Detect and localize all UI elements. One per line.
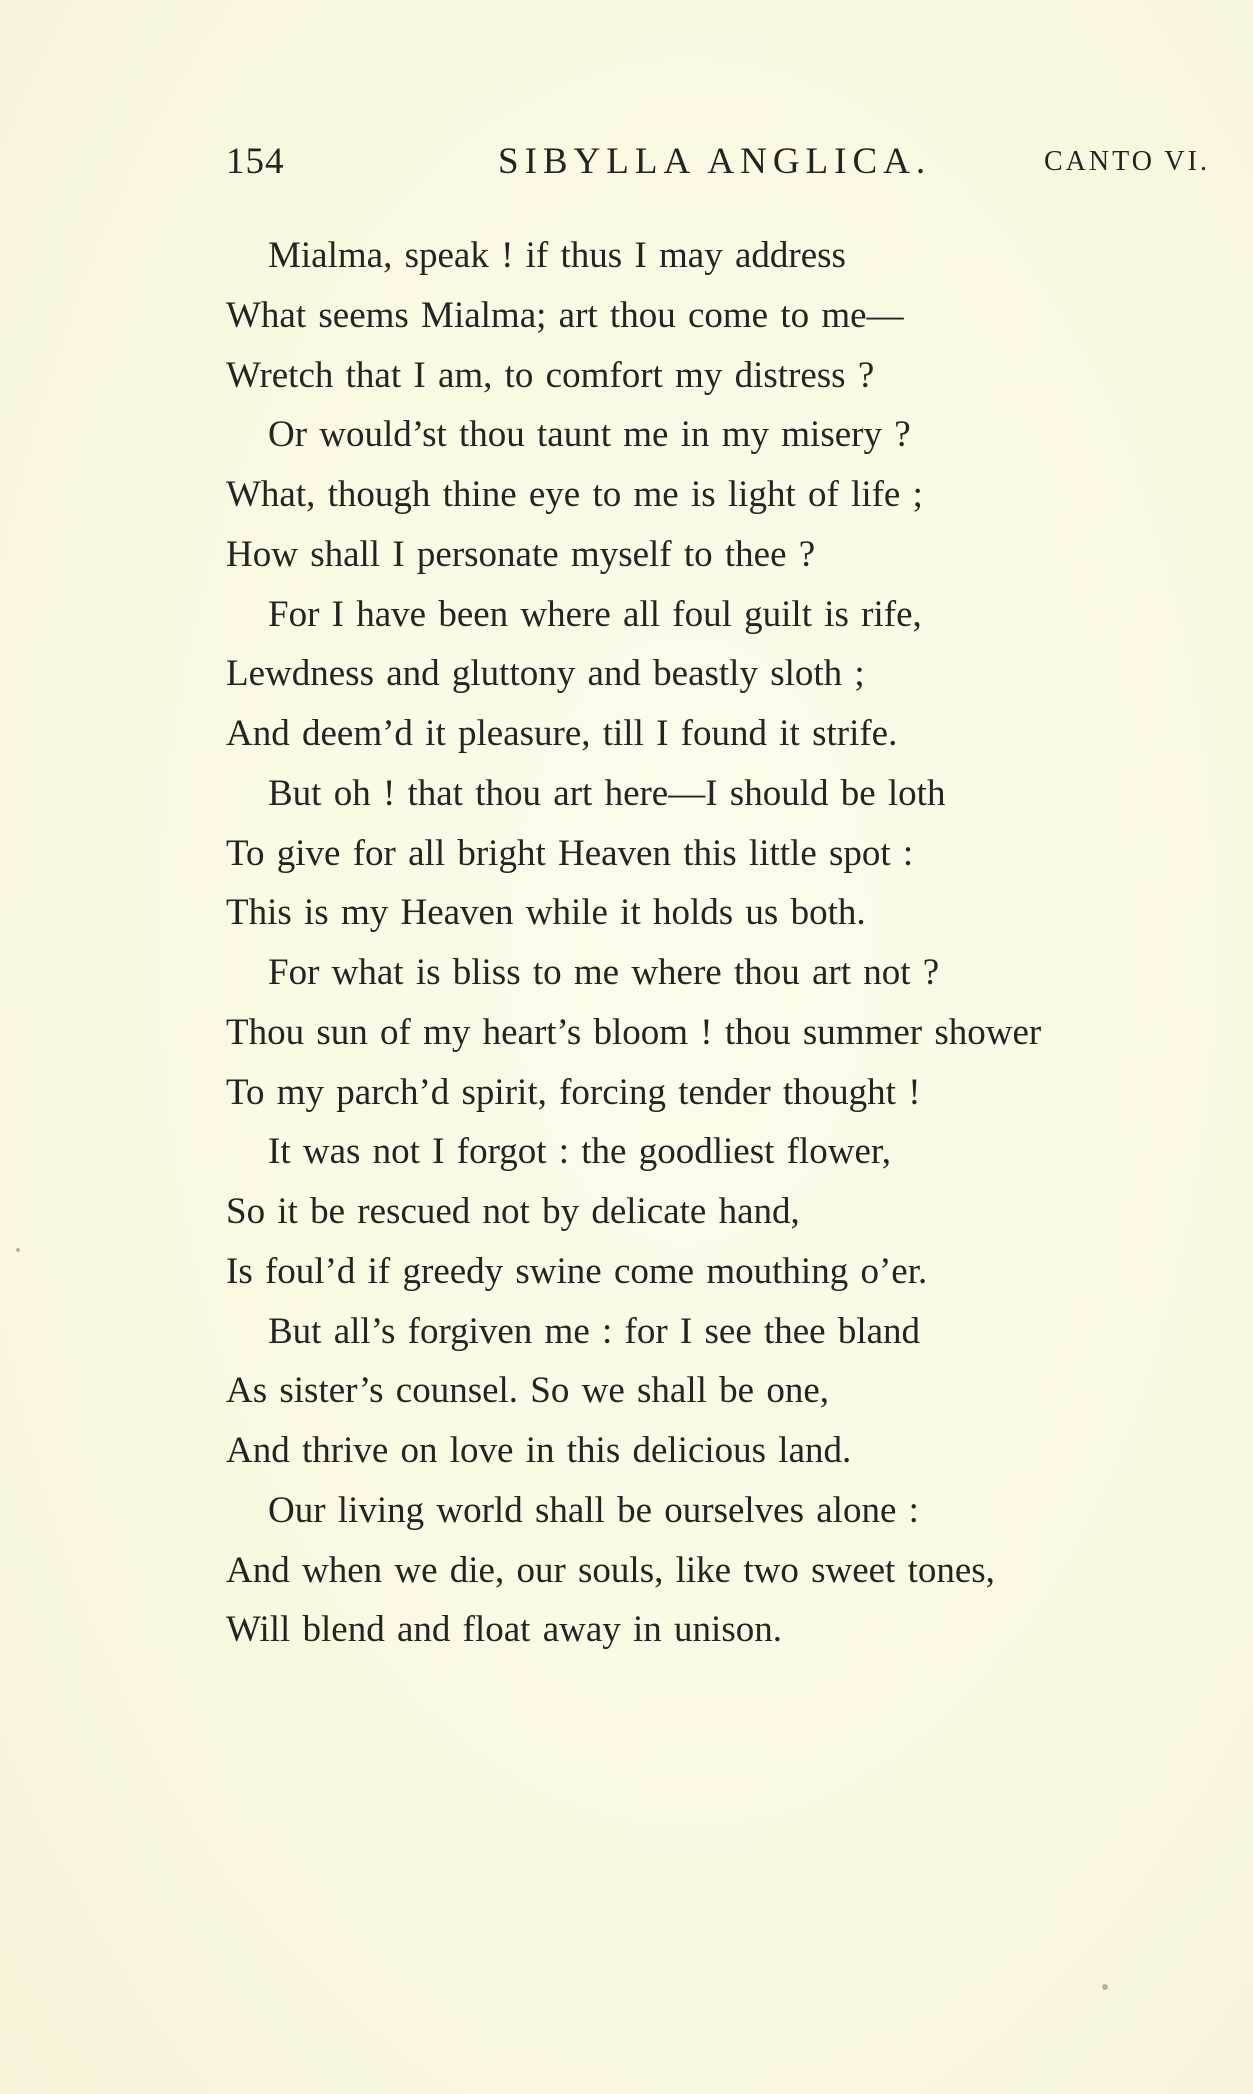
paper-speck — [16, 1248, 20, 1252]
verse-line — [0, 286, 1253, 346]
verse-line-text: To give for all bright Heaven this little spot : — [226, 832, 914, 874]
verse-line-text: But all’s forgiven me : for I see thee bland — [268, 1310, 921, 1352]
verse-line-text: This is my Heaven while it holds us both. — [226, 892, 866, 934]
verse-line — [0, 1421, 1253, 1481]
verse-line-text: And deem’d it pleasure, till I found it strife. — [226, 713, 898, 754]
verse-line-text: Wretch that I am, to comfort my distress ? — [226, 354, 875, 396]
verse-line — [0, 644, 1253, 704]
verse-line — [0, 1361, 1253, 1421]
poem-body — [0, 226, 1253, 1660]
verse-line — [0, 1541, 1253, 1601]
verse-line — [0, 1242, 1253, 1302]
verse-line-text: For I have been where all foul guilt is rife, — [268, 593, 922, 635]
verse-line-text: How shall I personate myself to thee ? — [226, 533, 816, 575]
verse-line-text: For what is bliss to me where thou art not ? — [268, 952, 940, 993]
verse-line-text: As sister’s counsel. So we shall be one, — [226, 1370, 829, 1412]
verse-line-text: So it be rescued not by delicate hand, — [226, 1191, 800, 1232]
verse-line — [0, 1063, 1253, 1123]
verse-line-text: Our living world shall be ourselves alone : — [268, 1489, 919, 1531]
verse-line-text: But oh ! that thou art here—I should be loth — [268, 772, 946, 814]
verse-line — [0, 1003, 1253, 1063]
verse-line-text: What, though thine eye to me is light of life ; — [226, 474, 923, 515]
verse-line — [0, 1302, 1253, 1362]
verse-line — [0, 405, 1253, 465]
verse-line — [0, 1182, 1253, 1242]
verse-line-text: What seems Mialma; art thou come to me— — [226, 294, 904, 336]
running-head — [0, 140, 1253, 190]
paper-speck — [1102, 1984, 1108, 1990]
verse-line-text: Or would’st thou taunt me in my misery ? — [268, 414, 911, 456]
verse-line-text: Mialma, speak ! if thus I may address — [268, 235, 846, 276]
verse-line-text: Lewdness and gluttony and beastly sloth ; — [226, 653, 865, 695]
verse-line-text: Thou sun of my heart’s bloom ! thou summer shower — [226, 1011, 1042, 1053]
book-title: SIBYLLA ANGLICA. — [498, 141, 932, 182]
verse-line — [0, 764, 1253, 824]
verse-line — [0, 824, 1253, 884]
verse-line — [0, 465, 1253, 525]
verse-line — [0, 585, 1253, 645]
page-number: 154 — [226, 141, 285, 182]
canto-label: CANTO VI. — [1044, 146, 1210, 177]
verse-line-text: It was not I forgot : the goodliest flower, — [268, 1131, 891, 1173]
verse-line — [0, 1481, 1253, 1541]
verse-line — [0, 525, 1253, 585]
verse-line-text: And thrive on love in this delicious land. — [226, 1430, 852, 1471]
verse-line — [0, 883, 1253, 943]
verse-line-text: To my parch’d spirit, forcing tender thought ! — [226, 1071, 921, 1113]
verse-line-text: Is foul’d if greedy swine come mouthing o’er. — [226, 1250, 928, 1292]
verse-line — [0, 1600, 1253, 1660]
verse-line — [0, 226, 1253, 286]
verse-line — [0, 943, 1253, 1003]
verse-line-text: And when we die, our souls, like two sweet tones, — [226, 1549, 995, 1591]
verse-line — [0, 346, 1253, 406]
verse-line — [0, 704, 1253, 764]
verse-line — [0, 1122, 1253, 1182]
verse-line-text: Will blend and float away in unison. — [226, 1609, 782, 1651]
